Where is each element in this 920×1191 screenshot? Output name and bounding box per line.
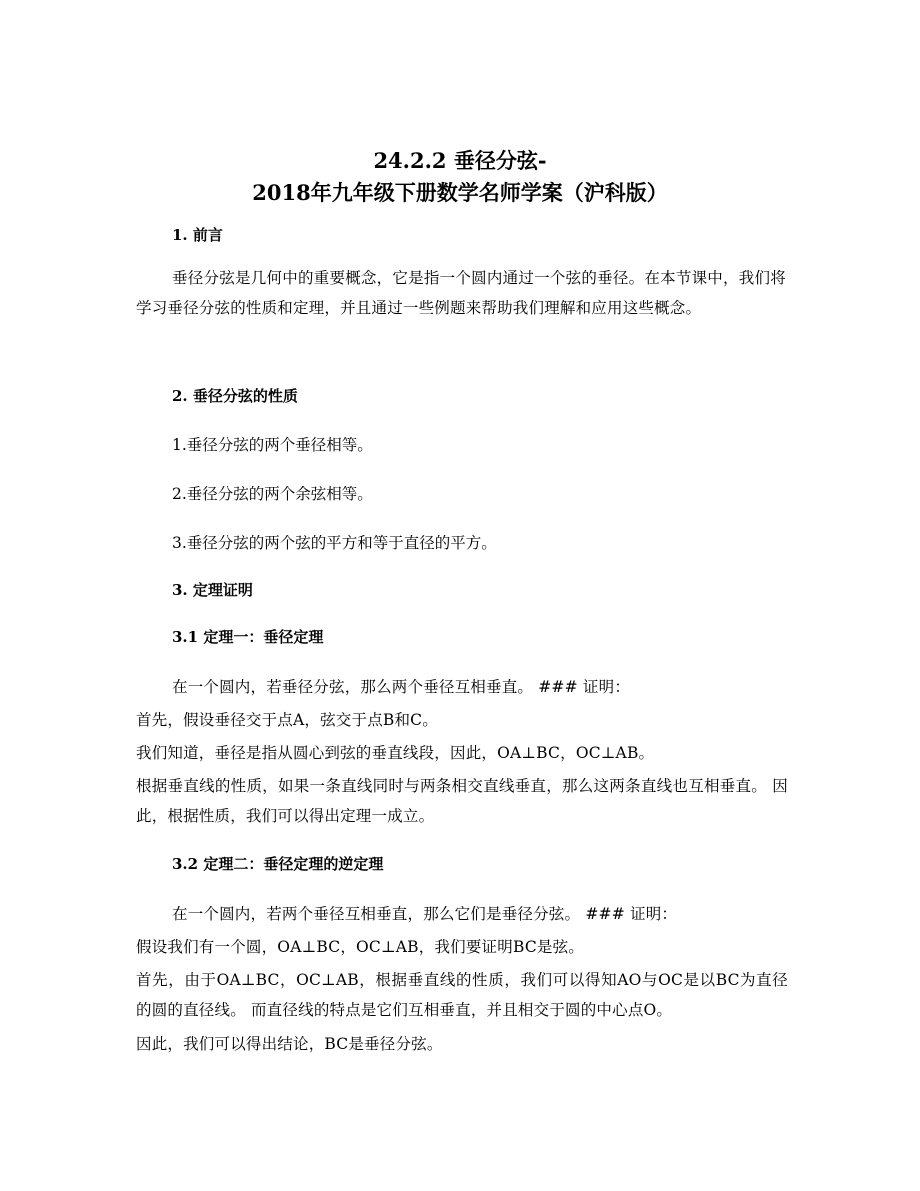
theorem2-proof-line1: 假设我们有一个圆，OA⊥BC，OC⊥AB，我们要证明BC是弦。 bbox=[136, 938, 584, 956]
property-item-3: 3.垂径分弦的两个弦的平方和等于直径的平方。 bbox=[172, 534, 497, 552]
property-item-1: 1.垂径分弦的两个垂径相等。 bbox=[172, 436, 373, 454]
document-title-line2: 2018年九年级下册数学名师学案（沪科版） bbox=[252, 180, 668, 205]
section-heading-proof: 3. 定理证明 bbox=[172, 581, 253, 599]
theorem1-proof-line1: 首先，假设垂径交于点A，弦交于点B和C。 bbox=[136, 711, 438, 729]
section-heading-properties: 2. 垂径分弦的性质 bbox=[172, 387, 298, 405]
intro-paragraph: 垂径分弦是几何中的重要概念，它是指一个圆内通过一个弦的垂径。在本节课中，我们将学习垂径分弦的性质和定理，并且通过一些例题来帮助我们理解和应用这些概念。 bbox=[136, 269, 786, 317]
theorem1-proof-line3: 根据垂直线的性质，如果一条直线同时与两条相交直线垂直，那么这两条直线也互相垂直。 因此，根据性质，我们可以得出定理一成立。 bbox=[136, 777, 788, 825]
theorem1-statement: 在一个圆内，若垂径分弦，那么两个垂径互相垂直。 ### 证明： bbox=[172, 678, 631, 696]
property-item-2: 2.垂径分弦的两个余弦相等。 bbox=[172, 485, 373, 503]
theorem2-heading: 3.2 定理二：垂径定理的逆定理 bbox=[172, 855, 384, 873]
theorem2-statement: 在一个圆内，若两个垂径互相垂直，那么它们是垂径分弦。 ### 证明： bbox=[172, 905, 678, 923]
document-title-line1: 24.2.2 垂径分弦- bbox=[373, 148, 547, 173]
theorem2-proof-line2: 首先，由于OA⊥BC，OC⊥AB，根据垂直线的性质，我们可以得知AO与OC是以BC为直径的圆的直径线。 而直径线的特点是它们互相垂直，并且相交于圆的中心点O。 bbox=[136, 971, 788, 1019]
theorem1-heading: 3.1 定理一：垂径定理 bbox=[172, 628, 324, 646]
theorem1-proof-line2: 我们知道，垂径是指从圆心到弦的垂直线段，因此，OA⊥BC，OC⊥AB。 bbox=[136, 744, 655, 762]
theorem2-proof-line3: 因此，我们可以得出结论，BC是垂径分弦。 bbox=[136, 1035, 443, 1053]
section-heading-intro: 1. 前言 bbox=[172, 226, 223, 244]
